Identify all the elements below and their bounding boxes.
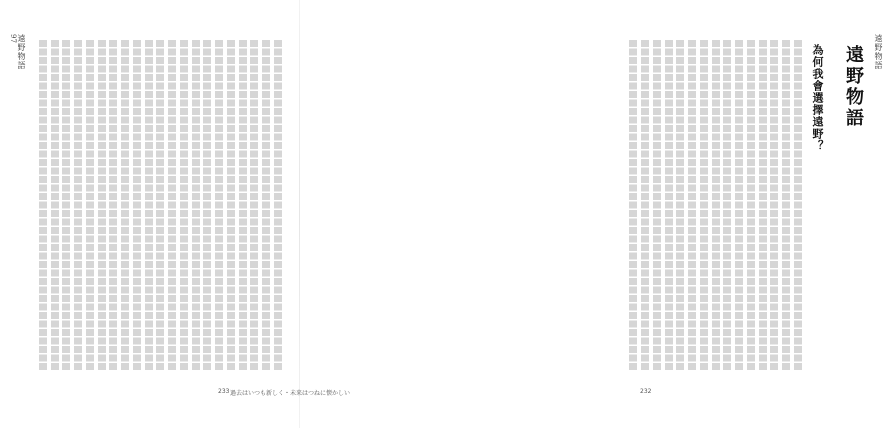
body-column-placeholder [133,40,141,370]
body-column-placeholder [86,40,94,370]
body-column-placeholder [653,40,661,370]
body-column-placeholder [74,40,82,370]
body-column-placeholder [62,40,70,370]
body-column-placeholder [156,40,164,370]
body-column-placeholder [239,40,247,370]
body-column-placeholder [203,40,211,370]
body-column-placeholder [688,40,696,370]
left-page-number: 233 [218,388,230,395]
body-column-placeholder [676,40,684,370]
section-heading: 為何我會選擇遠野？ [811,44,824,152]
body-column-placeholder [747,40,755,370]
body-column-placeholder [250,40,258,370]
left-body-text [30,40,282,370]
body-column-placeholder [192,40,200,370]
left-page [0,0,300,428]
left-footer-text: 過去はいつも新しく・未来はつねに懐かしい [229,390,350,397]
body-column-placeholder [121,40,129,370]
body-column-placeholder [782,40,790,370]
body-column-placeholder [712,40,720,370]
body-column-placeholder [759,40,767,370]
body-column-placeholder [227,40,235,370]
body-column-placeholder [794,40,802,370]
body-column-placeholder [98,40,106,370]
body-column-placeholder [629,40,637,370]
left-running-head: 遠野物語 [17,34,26,70]
left-side-page-number: 97 [9,34,17,43]
body-column-placeholder [168,40,176,370]
body-column-placeholder [723,40,731,370]
body-column-placeholder [700,40,708,370]
body-column-placeholder [39,40,47,370]
right-page [300,0,883,428]
right-running-head: 遠野物語 [874,34,883,70]
right-page-number: 232 [640,388,652,395]
body-column-placeholder [262,40,270,370]
body-column-placeholder [51,40,59,370]
body-column-placeholder [274,40,282,370]
body-column-placeholder [770,40,778,370]
right-body-text [616,40,802,370]
body-column-placeholder [109,40,117,370]
body-column-placeholder [735,40,743,370]
body-column-placeholder [215,40,223,370]
body-column-placeholder [641,40,649,370]
chapter-title: 遠野物語 [843,45,864,129]
body-column-placeholder [180,40,188,370]
body-column-placeholder [145,40,153,370]
body-column-placeholder [665,40,673,370]
